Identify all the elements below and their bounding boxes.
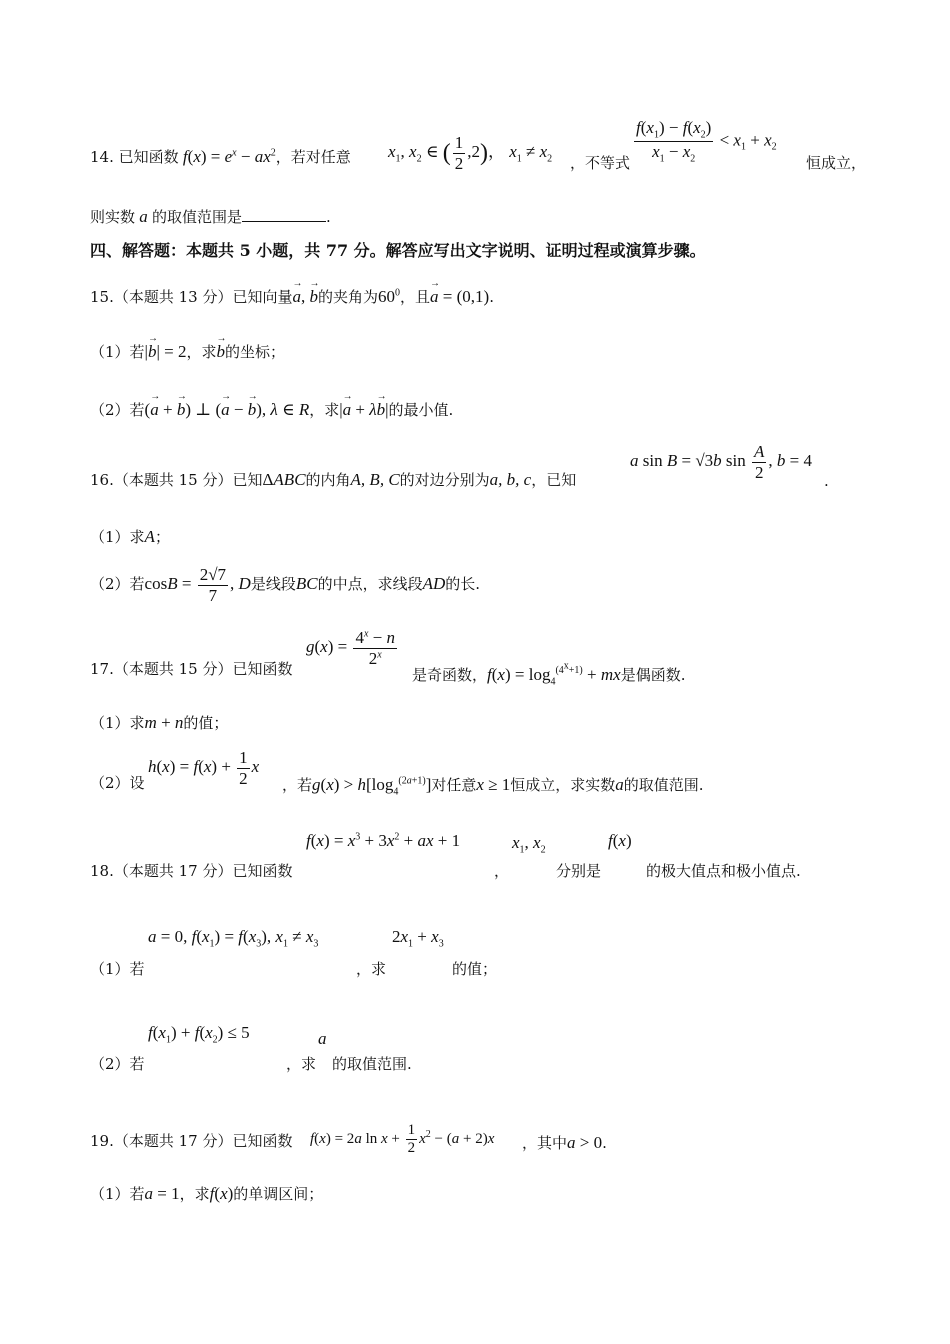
q18-fx: $f(x) = x^3 + 3x^2$ + ax + 1 <box>306 831 461 850</box>
q19-fx: f(x) = 2a ln x + $\frac{1}{2}$ $x^2 - (a + 2)x$ <box>310 1122 495 1157</box>
q15-line1: 15.（本题共 13 分）已知向量→ a, → b的夹角为$60^0$，且→ a = (0,1). <box>90 288 494 305</box>
q14-number: 14. <box>90 148 114 166</box>
q18-a: a <box>318 1029 327 1048</box>
q16-part1: （1）求A； <box>90 527 170 546</box>
q17-line1: 17.（本题共 15 分）已知函数 <box>90 660 293 678</box>
q18-part1: （1）若 <box>90 960 145 978</box>
q18-x1x2: $x_1$, $x_2$ <box>512 833 546 856</box>
q19-part1: （1）若a = 1，求f(x)的单调区间； <box>90 1184 324 1203</box>
q18-expr: $2x_1 + x_3$ <box>392 927 444 950</box>
q15-part1: （1）若|→ b| = 2，求→ b的坐标； <box>90 343 285 360</box>
q18-part2: （2）若 <box>90 1055 145 1073</box>
q18-cond2: $f(x_1) + f(x_2) \le 5$ <box>148 1023 250 1046</box>
q14-fx: $f(x) = e^x - ax^2$ <box>178 147 276 166</box>
q14-line2: 则实数 a 的取值范围是 . <box>90 207 331 226</box>
q17-part2: （2）设 <box>90 774 145 792</box>
q17-gx: g(x) = $\frac{4^x - n}{2^x}$ <box>306 628 396 668</box>
q18-fx-short: f(x) <box>608 831 632 850</box>
q16-line1: 16.（本题共 15 分）已知ΔABC的内角A, B, C的对边分别为a, b, c，已知 <box>90 470 577 489</box>
answer-blank <box>242 207 326 222</box>
q14-domain: $x_1$, $x_2$ ∈ ( $\frac{1}{2}$ ,2)， $x_1 \ne x_2$ <box>388 133 553 173</box>
q14-line1: 14. 已知函数 $f(x) = e^x - ax^2$，若对任意 <box>90 147 351 166</box>
q16-condition: a sin B = √3b sin $\frac{A}{2}$ , b = 4 <box>630 442 812 482</box>
q17-hx: h(x) = f(x) + $\frac{1}{2}$ x <box>148 748 260 788</box>
section-title: 四、解答题：本题共 5 小题，共 77 分。解答应写出文字说明、证明过程或演算步骤。 <box>90 241 706 260</box>
q15-part2: （2）若(→ a + → b) ⊥ (→ a − → b), λ ∈ R，求|→ a + λ→ b|的最小值. <box>90 401 453 418</box>
q16-part2: （2）若cosB = $\frac{2√7}{7}$ , D是线段BC的中点，求线段AD的长. <box>90 565 481 605</box>
q19-line1: 19.（本题共 17 分）已知函数 <box>90 1132 293 1150</box>
q17-part1: （1）求m + n的值； <box>90 713 229 732</box>
q18-cond1: a = 0, $f(x_1) = f(x_3)$, $x_1 \ne x_3$ <box>148 927 319 950</box>
q18-line1: 18.（本题共 17 分）已知函数 <box>90 862 293 880</box>
q14-inequality: $\frac{f(x_1) - f(x_2)}{x_1 - x_2}$ < $x_1 + x_2$ <box>636 118 777 165</box>
